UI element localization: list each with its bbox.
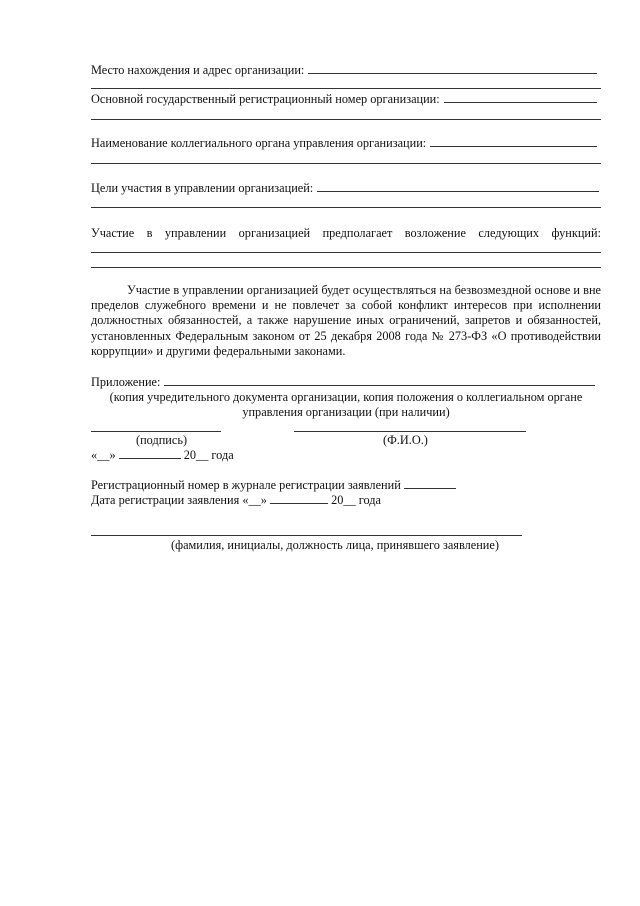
reg-date-label: Дата регистрации заявления [91,493,240,507]
reg-date-day[interactable]: «__» [242,493,267,507]
attachment-hint: (копия учредительного документа организации, копия положения о коллегиальном органе управления организации (при наличии) [109,390,583,419]
name-line[interactable] [294,431,526,432]
functions-label: Участие в управлении организацией предполагает возложение следующих функций: [91,226,601,240]
reg-date-month-line[interactable] [270,493,328,504]
goals-label: Цели участия в управлении организацией: [91,181,314,195]
attachment-field [91,375,601,390]
location-input-line[interactable] [308,63,597,74]
statement-text: Участие в управлении организацией будет осуществляться на безвозмездной основе и вне пределов служебного времени и не повлечет за собой конфликт интересов при исполнении должностных обязанностей, а также нарушение иных ограничений, запретов и обязанностей, установленных Федеральным законом от 25 декабря 2008 года № 273-ФЗ «О противодействии коррупции» и другими федеральными законами. [91,283,601,358]
functions-line-2[interactable] [91,267,601,268]
ogrn-field [91,92,601,107]
signature-caption: (подпись) [136,433,188,447]
attachment-label: Приложение: [91,375,161,389]
collegial-input-line[interactable] [430,136,597,147]
statement-paragraph [91,283,601,359]
ogrn-input-line[interactable] [444,92,597,103]
collegial-label: Наименование коллегиального органа управления организации: [91,136,427,150]
collegial-extra-line[interactable] [91,163,601,164]
ogrn-label: Основной государственный регистрационный номер организации: [91,92,440,106]
date-month-line[interactable] [119,448,181,459]
location-extra-line[interactable] [91,88,601,89]
goals-extra-line[interactable] [91,207,601,208]
reg-number-label: Регистрационный номер в журнале регистрации заявлений [91,478,401,492]
location-label: Место нахождения и адрес организации: [91,63,305,77]
reg-date-row [91,493,381,508]
goals-input-line[interactable] [317,181,599,192]
location-field [91,63,601,78]
ogrn-extra-line[interactable] [91,119,601,120]
name-caption: (Ф.И.О.) [383,433,428,447]
functions-line-1[interactable] [91,252,601,253]
date-year[interactable]: 20__ года [183,448,234,462]
date-day[interactable]: «__» [91,448,116,462]
signature-line[interactable] [91,431,221,432]
attachment-input-line[interactable] [164,375,595,386]
reg-number-line[interactable] [404,478,456,489]
reg-date-year[interactable]: 20__ года [331,493,381,507]
goals-field [91,181,601,196]
reg-number-row [91,478,456,493]
receiver-line[interactable] [91,535,522,536]
date-row [91,448,234,463]
receiver-caption: (фамилия, инициалы, должность лица, принявшего заявление) [171,538,499,552]
collegial-field [91,136,601,151]
